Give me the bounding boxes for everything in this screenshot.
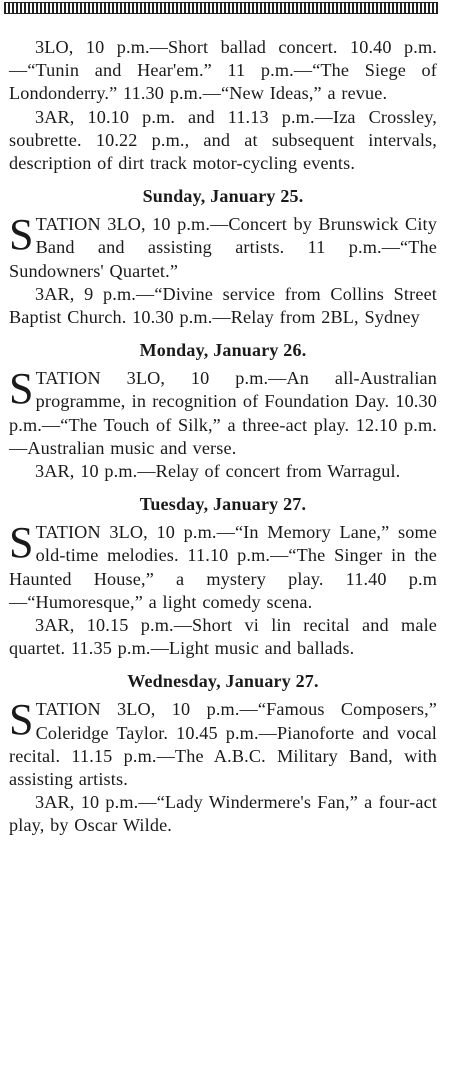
station-3lo-paragraph (9, 210, 437, 283)
radio-programme-column (9, 36, 437, 840)
station-3lo-paragraph (9, 695, 437, 791)
day-section-tuesday (9, 493, 437, 660)
day-heading: Monday, January 26. (139, 340, 307, 361)
station-3ar-paragraph: 3AR, 10 p.m.—“Lady Windermere's Fan,” a four-act play, by Oscar Wilde. (9, 792, 437, 836)
station-3lo-text: TATION 3LO, 10 p.m.—“Famous Composers,” Coleridge Taylor. 10.45 p.m.—Pianoforte and vocal recital. 11.15 p.m.—The A.B.C. Military Band, with assisting artists. (9, 699, 437, 790)
intro-paragraph-3lo: 3LO, 10 p.m.—Short ballad concert. 10.40 p.m.—“Tunin and Hear'em.” 11 p.m.—“The Siege of Londonderry.” 11.30 p.m.—“New Ideas,” a revue. (9, 37, 437, 104)
station-3lo-paragraph (9, 518, 437, 614)
day-heading: Sunday, January 25. (142, 186, 304, 207)
intro-paragraph-3ar: 3AR, 10.10 p.m. and 11.13 p.m.—Iza Crossley, soubrette. 10.22 p.m., and at subsequent intervals, description of dirt track motor-cycling events. (9, 106, 437, 174)
station-3lo-text: TATION 3LO, 10 p.m.—Concert by Brunswick City Band and assisting artists. 11 p.m.—“The Sundowners' Quartet.” (9, 214, 437, 281)
day-section-sunday (9, 185, 437, 329)
station-3lo-paragraph (9, 364, 437, 460)
dropcap-letter: S (9, 364, 34, 414)
dropcap-letter: S (9, 518, 34, 568)
station-3lo-text: TATION 3LO, 10 p.m.—“In Memory Lane,” some old-time melodies. 11.10 p.m.—“The Singer in the Haunted House,” a mystery play. 11.40 p.m—“Humoresque,” a light comedy scena. (9, 522, 437, 612)
day-heading: Wednesday, January 27. (127, 671, 319, 692)
day-section-wednesday (9, 670, 437, 837)
top-border-rule (4, 2, 438, 14)
station-3ar-paragraph: 3AR, 9 p.m.—“Divine service from Collins Street Baptist Church. 10.30 p.m.—Relay from 2BL, Sydney (9, 283, 437, 328)
dropcap-letter: S (9, 210, 34, 260)
station-3ar-paragraph: 3AR, 10 p.m.—Relay of concert from Warragul. (35, 461, 401, 482)
intro-section (9, 36, 437, 175)
day-heading: Tuesday, January 27. (139, 494, 307, 515)
dropcap-letter: S (9, 695, 34, 745)
station-3lo-text: TATION 3LO, 10 p.m.—An all-Australian programme, in recognition of Foundation Day. 10.30 p.m.—“The Touch of Silk,” a three-act play. 12.10 p.m.—Australian music and verse. (9, 368, 437, 458)
station-3ar-paragraph: 3AR, 10.15 p.m.—Short vi lin recital and male quartet. 11.35 p.m.—Light music and ballads. (9, 615, 437, 659)
day-section-monday (9, 339, 437, 483)
